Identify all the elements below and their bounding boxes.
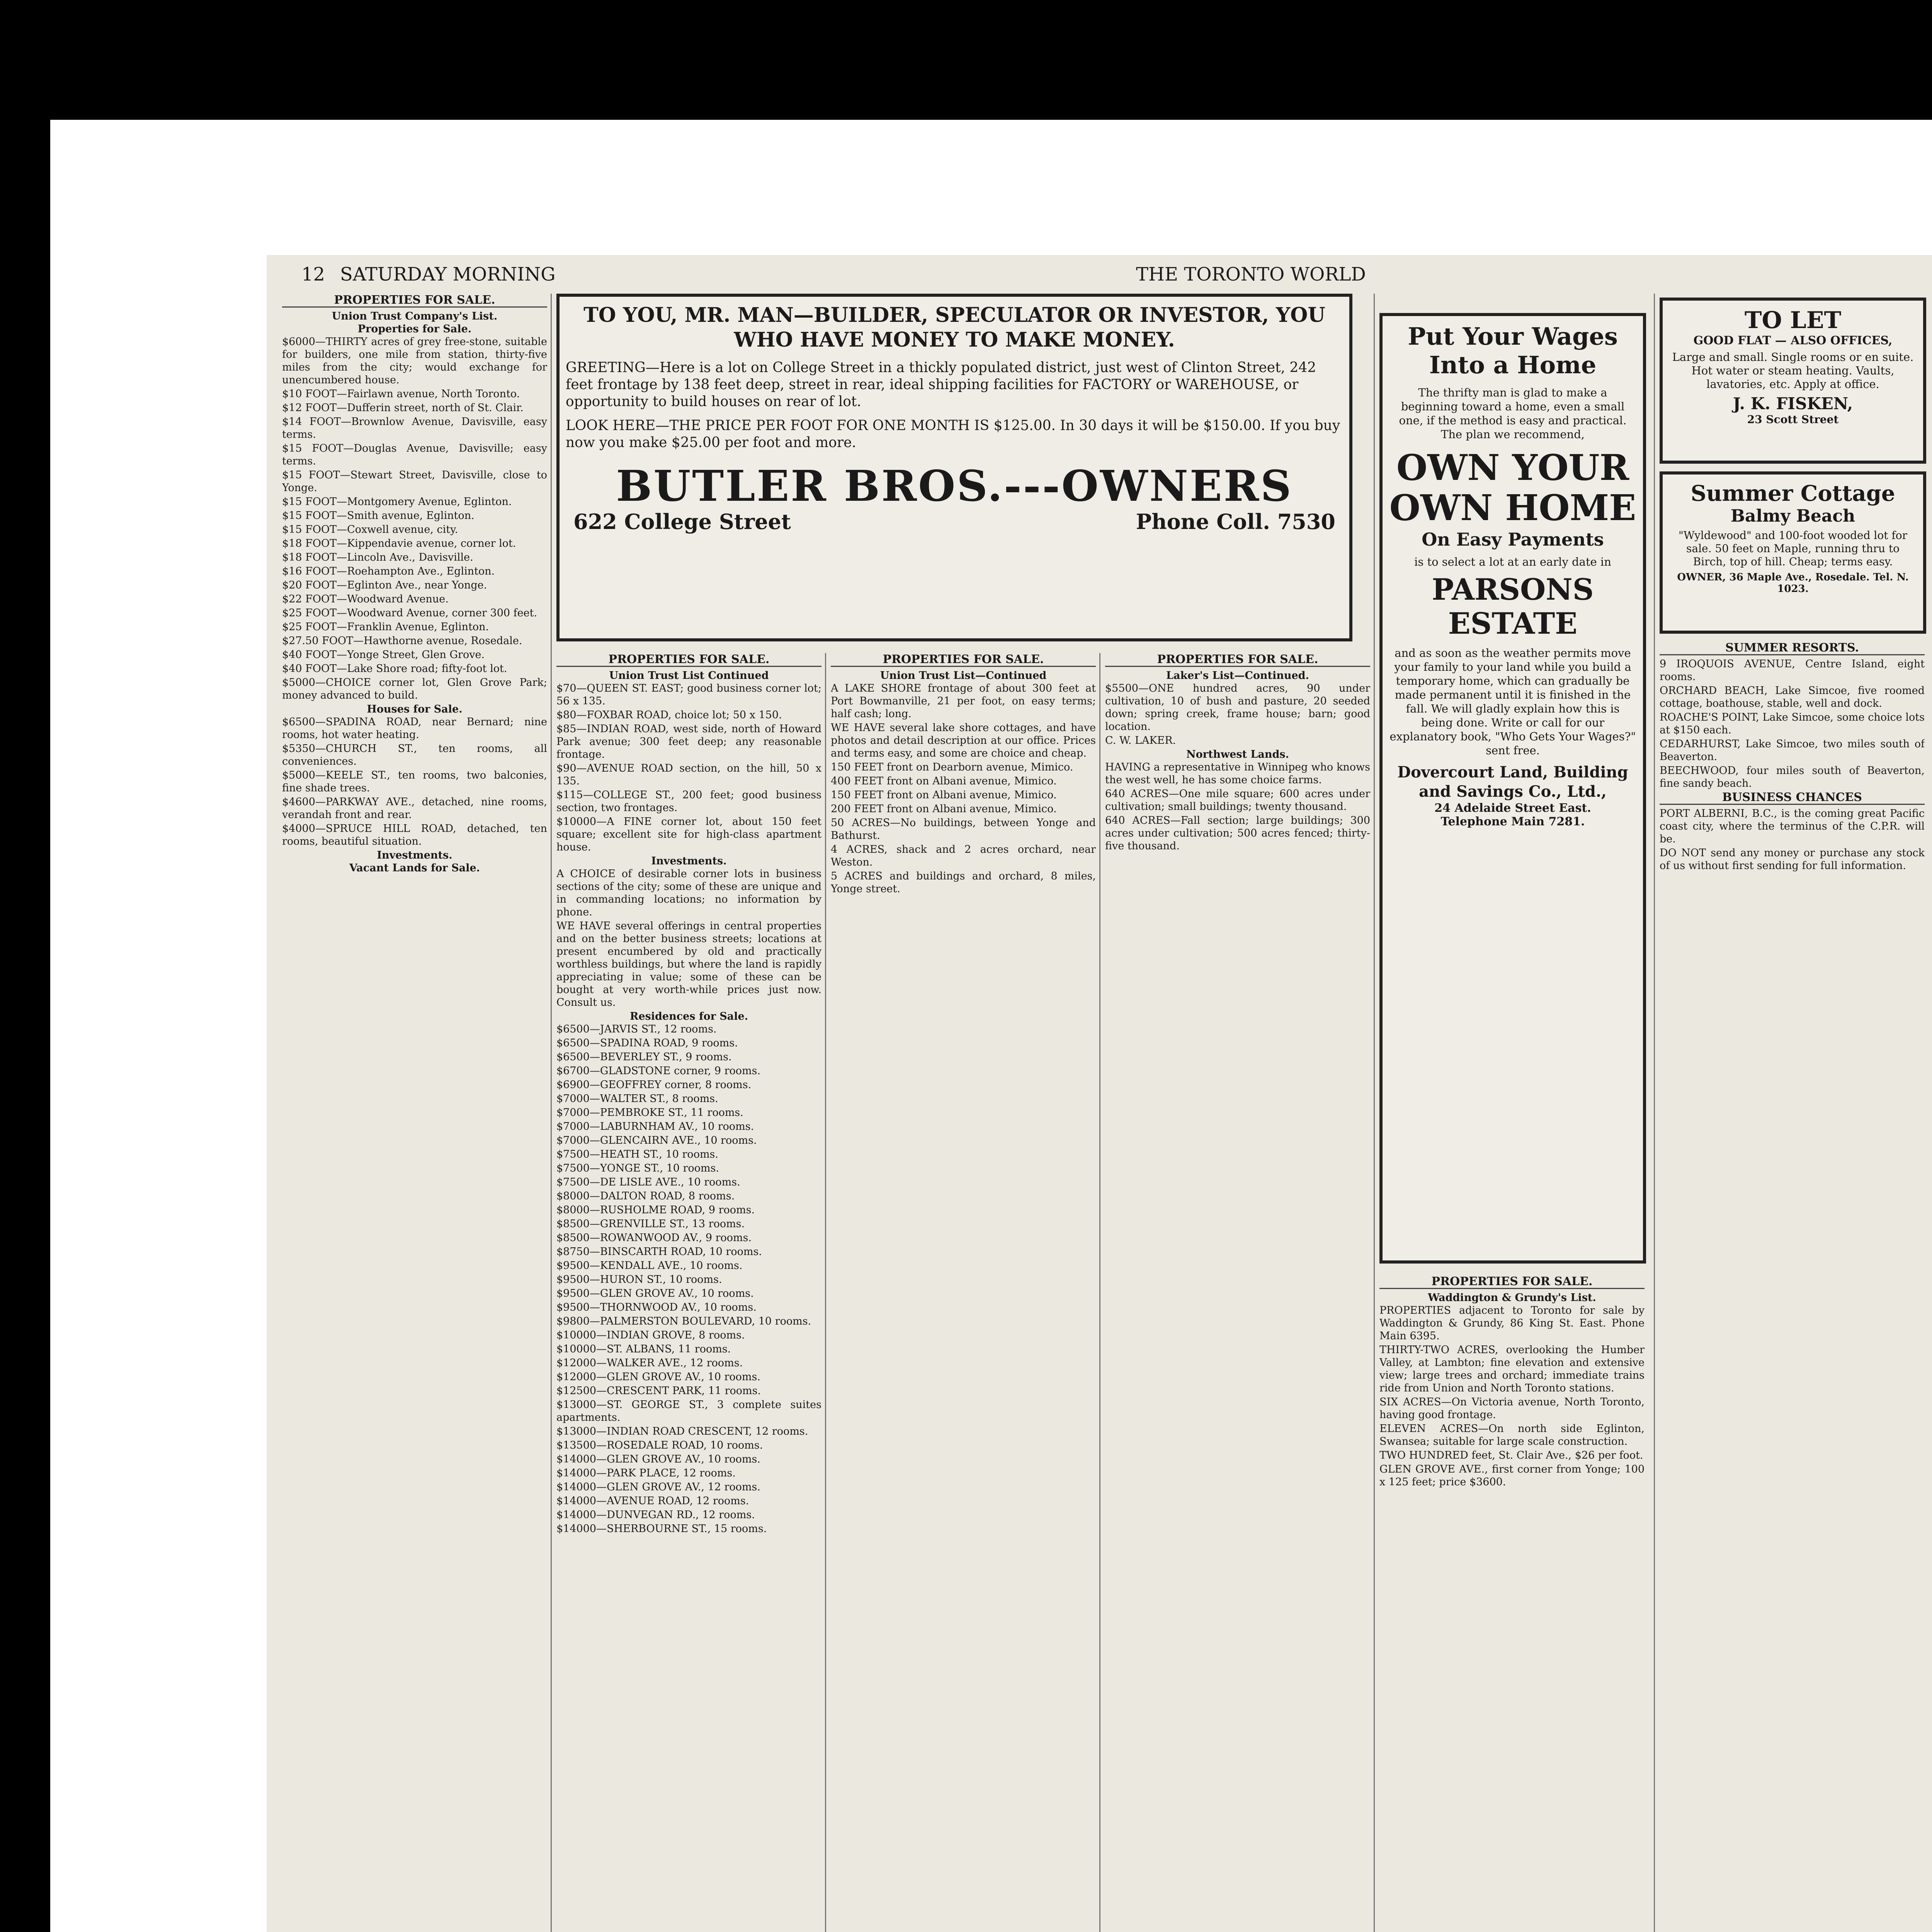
cottage-title: Summer Cottage: [1690, 481, 1895, 506]
investments-heading: Investments.: [377, 849, 452, 861]
list-item: $13000—INDIAN ROAD CRESCENT, 12 rooms.: [556, 1425, 808, 1437]
list-item: $15 FOOT—Douglas Avenue, Davisville; easy terms.: [282, 442, 547, 467]
list-item: 9 IROQUOIS AVENUE, Centre Island, eight rooms.: [1660, 658, 1925, 683]
column-1: [282, 294, 547, 1932]
northwest-heading: Northwest Lands.: [1186, 748, 1289, 760]
list-item: $15 FOOT—Smith avenue, Eglinton.: [282, 510, 474, 522]
list-item: ELEVEN ACRES—On north side Eglinton, Swansea; suitable for large scale construction.: [1379, 1423, 1645, 1447]
list-item: $8500—ROWANWOOD AV., 9 rooms.: [556, 1232, 752, 1244]
list-item: $15 FOOT—Montgomery Avenue, Eglinton.: [282, 496, 512, 508]
list-item: 400 FEET front on Albani avenue, Mimico.: [831, 775, 1057, 787]
column-1-header: PROPERTIES FOR SALE.: [282, 294, 547, 308]
list-item: $5000—KEELE ST., ten rooms, two balconies, fine shade trees.: [282, 769, 547, 794]
list-item: $14000—GLEN GROVE AV., 12 rooms.: [556, 1481, 760, 1493]
list-item: $10 FOOT—Fairlawn avenue, North Toronto.: [282, 388, 520, 400]
list-item: PROPERTIES adjacent to Toronto for sale by Waddington & Grundy, 86 King St. East. Phone Main 6395.: [1379, 1304, 1645, 1342]
column-1-sub2: Properties for Sale.: [357, 323, 472, 335]
list-item: $7500—YONGE ST., 10 rooms.: [556, 1162, 719, 1174]
list-item: C. W. LAKER.: [1105, 735, 1176, 747]
list-item: $8750—BINSCARTH ROAD, 10 rooms.: [556, 1246, 762, 1258]
list-item: $40 FOOT—Yonge Street, Glen Grove.: [282, 649, 485, 661]
list-item: $9500—HURON ST., 10 rooms.: [556, 1274, 722, 1286]
list-item: A CHOICE of desirable corner lots in business sections of the city; some of these are unique and in commanding locations; no information by phone.: [556, 868, 821, 918]
butler-phone: Phone Coll. 7530: [1136, 509, 1335, 534]
to-let-name: J. K. FISKEN,: [1733, 394, 1853, 413]
column-5: [1379, 1275, 1645, 1932]
list-item: GLEN GROVE AVE., first corner from Yonge; 100 x 125 feet; price $3600.: [1379, 1463, 1645, 1488]
list-item: BEECHWOOD, four miles south of Beaverton, fine sandy beach.: [1660, 765, 1925, 789]
butler-headline: TO YOU, MR. MAN—BUILDER, SPECULATOR OR INVESTOR, YOU WHO HAVE MONEY TO MAKE MONEY.: [583, 303, 1325, 352]
column-5-header: PROPERTIES FOR SALE.: [1379, 1275, 1645, 1289]
list-item: ORCHARD BEACH, Lake Simcoe, five roomed cottage, boathouse, stable, well and dock.: [1660, 685, 1925, 709]
list-item: $4000—SPRUCE HILL ROAD, detached, ten rooms, beautiful situation.: [282, 823, 547, 847]
list-item: $12000—GLEN GROVE AV., 10 rooms.: [556, 1371, 760, 1383]
list-item: ROACHE'S POINT, Lake Simcoe, some choice lots at $150 each.: [1660, 711, 1925, 736]
list-item: HAVING a representative in Winnipeg who knows the west well, he has some choice farms.: [1105, 761, 1370, 786]
masthead: [267, 255, 1932, 290]
list-item: $6500—BEVERLEY ST., 9 rooms.: [556, 1051, 732, 1063]
to-let-body: Large and small. Single rooms or en suite. Hot water or steam heating. Vaults, lavatories, etc. Apply at office.: [1672, 350, 1914, 391]
houses-heading: Houses for Sale.: [367, 703, 463, 715]
list-item: $40 FOOT—Lake Shore road; fifty-foot lot.: [282, 663, 507, 675]
page-number: 12: [301, 264, 325, 285]
parsons-estate-ad: [1379, 313, 1646, 1264]
residences-heading: Residences for Sale.: [629, 1010, 748, 1022]
list-item: $6500—SPADINA ROAD, 9 rooms.: [556, 1037, 738, 1049]
column-5-sub: Waddington & Grundy's List.: [1428, 1292, 1596, 1304]
list-item: $25 FOOT—Woodward Avenue, corner 300 feet.: [282, 607, 537, 619]
newspaper-page: [267, 255, 1932, 1932]
list-item: $10000—INDIAN GROVE, 8 rooms.: [556, 1329, 745, 1341]
list-item: $18 FOOT—Lincoln Ave., Davisville.: [282, 551, 473, 563]
list-item: $6900—GEOFFREY corner, 8 rooms.: [556, 1079, 752, 1091]
column-divider: [1654, 294, 1655, 1932]
list-item: 4 ACRES, shack and 2 acres orchard, near Weston.: [831, 844, 1096, 868]
business-chances-header: BUSINESS CHANCES: [1660, 791, 1925, 805]
parsons-easy: On Easy Payments: [1422, 529, 1604, 550]
list-item: $6500—JARVIS ST., 12 rooms.: [556, 1023, 717, 1035]
list-item: $8000—RUSHOLME ROAD, 9 rooms.: [556, 1204, 755, 1216]
summer-cottage-ad: [1660, 471, 1926, 634]
parsons-estate: PARSONS ESTATE: [1432, 572, 1594, 641]
column-2-sub: Union Trust List Continued: [609, 670, 769, 682]
list-item: $14000—GLEN GROVE AV., 10 rooms.: [556, 1453, 760, 1465]
list-item: $8000—DALTON ROAD, 8 rooms.: [556, 1190, 735, 1202]
column-4-header: PROPERTIES FOR SALE.: [1105, 653, 1370, 667]
list-item: $80—FOXBAR ROAD, choice lot; 50 x 150.: [556, 709, 782, 721]
column-divider: [825, 653, 826, 1932]
list-item: $12000—WALKER AVE., 12 rooms.: [556, 1357, 743, 1369]
butler-firm: BUTLER BROS.---OWNERS: [616, 461, 1293, 511]
list-item: $15 FOOT—Coxwell avenue, city.: [282, 524, 458, 536]
list-item: $5000—CHOICE corner lot, Glen Grove Park; money advanced to build.: [282, 677, 547, 701]
list-item: $13500—ROSEDALE ROAD, 10 rooms.: [556, 1439, 763, 1451]
cottage-place: Balmy Beach: [1730, 506, 1855, 526]
to-let-title: TO LET: [1744, 307, 1842, 334]
list-item: $6700—GLADSTONE corner, 9 rooms.: [556, 1065, 761, 1077]
list-item: $10000—ST. ALBANS, 11 rooms.: [556, 1343, 731, 1355]
list-item: THIRTY-TWO ACRES, overlooking the Humber Valley, at Lambton; fine elevation and extensive view; large trees and orchard; immediate trains ride from Union and North Toronto stations.: [1379, 1344, 1645, 1394]
list-item: $14000—AVENUE ROAD, 12 rooms.: [556, 1495, 749, 1507]
list-item: $70—QUEEN ST. EAST; good business corner lot; 56 x 135.: [556, 682, 821, 707]
parsons-own: OWN YOUR OWN HOME: [1389, 447, 1636, 529]
list-item: $5350—CHURCH ST., ten rooms, all conveniences.: [282, 743, 547, 767]
list-item: $7000—PEMBROKE ST., 11 rooms.: [556, 1107, 743, 1119]
cottage-body: "Wyldewood" and 100-foot wooded lot for sale. 50 feet on Maple, running thru to Birch, top of hill. Cheap; terms easy.: [1679, 529, 1907, 568]
list-item: 640 ACRES—Fall section; large buildings; 300 acres under cultivation; 500 acres fenced; thirty-five thousand.: [1105, 815, 1370, 852]
list-item: A LAKE SHORE frontage of about 300 feet at Port Bowmanville, 21 per foot, on easy terms; half cash; long.: [831, 682, 1096, 720]
list-item: $12 FOOT—Dufferin street, north of St. Clair.: [282, 402, 524, 414]
column-2: [556, 653, 821, 1932]
list-item: $13000—ST. GEORGE ST., 3 complete suites apartments.: [556, 1399, 821, 1423]
list-item: $9500—KENDALL AVE., 10 rooms.: [556, 1260, 743, 1272]
parsons-address: 24 Adelaide Street East.: [1434, 801, 1591, 815]
list-item: TWO HUNDRED feet, St. Clair Ave., $26 per foot.: [1379, 1449, 1643, 1461]
list-item: $7000—GLENCAIRN AVE., 10 rooms.: [556, 1134, 757, 1146]
list-item: $9800—PALMERSTON BOULEVARD, 10 rooms.: [556, 1315, 811, 1327]
list-item: $90—AVENUE ROAD section, on the hill, 50 x 135.: [556, 762, 821, 787]
list-item: $7500—HEATH ST., 10 rooms.: [556, 1148, 718, 1160]
list-item: WE HAVE several offerings in central properties and on the better business streets; locations at present encumbered by old and practically worthless buildings, but where the land is rapidly appreciating in value; some of these can be bought at very worth-while prices just now. Consult us.: [556, 920, 821, 1009]
butler-address: 622 College Street: [573, 509, 791, 534]
masthead-day: SATURDAY MORNING: [340, 264, 556, 285]
list-item: CEDARHURST, Lake Simcoe, two miles south of Beaverton.: [1660, 738, 1925, 763]
list-item: PORT ALBERNI, B.C., is the coming great Pacific coast city, where the terminus of the C.P.R. will be.: [1660, 808, 1925, 845]
list-item: $9500—THORNWOOD AV., 10 rooms.: [556, 1301, 757, 1313]
list-item: WE HAVE several lake shore cottages, and have photos and detail description at our office. Prices and terms easy, and some are choice and cheap.: [831, 722, 1096, 759]
parsons-title: Put Your Wages Into a Home: [1408, 322, 1618, 379]
list-item: $115—COLLEGE ST., 200 feet; good business section, two frontages.: [556, 789, 821, 814]
butler-look: LOOK HERE—THE PRICE PER FOOT FOR ONE MONTH IS $125.00. In 30 days it will be $150.00. If you buy now you make $25.00 per foot and more.: [566, 418, 1340, 451]
list-item: $25 FOOT—Franklin Avenue, Eglinton.: [282, 621, 489, 633]
column-2-header: PROPERTIES FOR SALE.: [556, 653, 821, 667]
parsons-select: is to select a lot at an early date in: [1414, 555, 1611, 568]
masthead-title: THE TORONTO WORLD: [1136, 264, 1366, 285]
list-item: 150 FEET front on Dearborn avenue, Mimico.: [831, 761, 1073, 773]
column-6-header: SUMMER RESORTS.: [1660, 641, 1925, 655]
parsons-intro: The thrifty man is glad to make a beginning toward a home, even a small one, if the method is easy and practical. The plan we recommend,: [1399, 386, 1627, 441]
column-divider: [551, 294, 552, 1932]
list-item: $4600—PARKWAY AVE., detached, nine rooms, verandah front and rear.: [282, 796, 547, 821]
list-item: $14000—PARK PLACE, 12 rooms.: [556, 1467, 736, 1479]
list-item: $12500—CRESCENT PARK, 11 rooms.: [556, 1385, 761, 1397]
column-3-header: PROPERTIES FOR SALE.: [831, 653, 1096, 667]
list-item: $22 FOOT—Woodward Avenue.: [282, 593, 449, 605]
butler-body: GREETING—Here is a lot on College Street in a thickly populated district, just west of Clinton Street, 242 feet frontage by 138 feet deep, street in rear, ideal shipping facilities for FACTORY or WAREHOUSE, or opportunity to build houses on rear of lot.: [566, 360, 1316, 410]
column-6: [1660, 641, 1925, 1932]
column-4-sub: Laker's List—Continued.: [1166, 670, 1309, 682]
list-item: 5 ACRES and buildings and orchard, 8 miles, Yonge street.: [831, 870, 1096, 895]
investments-heading: Investments.: [651, 855, 727, 867]
parsons-company: Dovercourt Land, Building and Savings Co., Ltd.,: [1397, 763, 1628, 801]
list-item: $7000—LABURNHAM AV., 10 rooms.: [556, 1121, 754, 1133]
column-3-sub: Union Trust List—Continued: [880, 670, 1047, 682]
column-1-sub: Union Trust Company's List.: [332, 310, 498, 322]
list-item: 200 FEET front on Albani avenue, Mimico.: [831, 803, 1057, 815]
list-item: 50 ACRES—No buildings, between Yonge and Bathurst.: [831, 817, 1096, 842]
column-divider: [1374, 294, 1375, 1932]
list-item: $14000—DUNVEGAN RD., 12 rooms.: [556, 1509, 755, 1521]
column-3: [831, 653, 1096, 1932]
vacant-heading: Vacant Lands for Sale.: [349, 862, 480, 874]
list-item: 640 ACRES—One mile square; 600 acres under cultivation; small buildings; twenty thousand.: [1105, 788, 1370, 813]
to-let-address: 23 Scott Street: [1747, 413, 1839, 426]
cottage-owner: OWNER, 36 Maple Ave., Rosedale. Tel. N. 1023.: [1677, 571, 1909, 595]
list-item: $9500—GLEN GROVE AV., 10 rooms.: [556, 1287, 754, 1299]
list-item: 150 FEET front on Albani avenue, Mimico.: [831, 789, 1057, 801]
list-item: $7500—DE LISLE AVE., 10 rooms.: [556, 1176, 740, 1188]
to-let-sub: GOOD FLAT — ALSO OFFICES,: [1693, 334, 1893, 347]
list-item: $8500—GRENVILLE ST., 13 rooms.: [556, 1218, 745, 1230]
list-item: $16 FOOT—Roehampton Ave., Eglinton.: [282, 565, 495, 577]
list-item: $14000—SHERBOURNE ST., 15 rooms.: [556, 1523, 767, 1535]
butler-bros-ad: [556, 294, 1352, 641]
list-item: $14 FOOT—Brownlow Avenue, Davisville, easy terms.: [282, 416, 547, 440]
to-let-ad: [1660, 298, 1926, 464]
list-item: $27.50 FOOT—Hawthorne avenue, Rosedale.: [282, 635, 522, 647]
column-divider: [1099, 653, 1100, 1932]
parsons-body: and as soon as the weather permits move your family to your land while you build a temporary home, which can gradually be made permanent until it is finished in the fall. We will gladly explain how this is being done. Write or call for our explanatory book, "Who Gets Your Wages?" sent free.: [1389, 646, 1636, 757]
list-item: SIX ACRES—On Victoria avenue, North Toronto, having good frontage.: [1379, 1396, 1645, 1421]
list-item: $7000—WALTER ST., 8 rooms.: [556, 1093, 718, 1105]
parsons-phone: Telephone Main 7281.: [1440, 815, 1585, 828]
list-item: $85—INDIAN ROAD, west side, north of Howard Park avenue; 300 feet deep; any reasonable frontage.: [556, 723, 821, 760]
list-item: $5500—ONE hundred acres, 90 under cultivation, 10 of bush and pasture, 20 seeded down; spring creek, frame house; barn; good location.: [1105, 682, 1370, 733]
list-item: $15 FOOT—Stewart Street, Davisville, close to Yonge.: [282, 469, 547, 494]
column-4: [1105, 653, 1370, 1932]
list-item: DO NOT send any money or purchase any stock of us without first sending for full information.: [1660, 847, 1925, 872]
list-item: $10000—A FINE corner lot, about 150 feet square; excellent site for high-class apartment house.: [556, 816, 821, 853]
list-item: $6000—THIRTY acres of grey free-stone, suitable for builders, one mile from station, thirty-five miles from the city; would exchange for unencumbered house.: [282, 336, 547, 386]
list-item: $6500—SPADINA ROAD, near Bernard; nine rooms, hot water heating.: [282, 716, 547, 741]
list-item: $20 FOOT—Eglinton Ave., near Yonge.: [282, 579, 487, 591]
list-item: $18 FOOT—Kippendavie avenue, corner lot.: [282, 537, 516, 549]
